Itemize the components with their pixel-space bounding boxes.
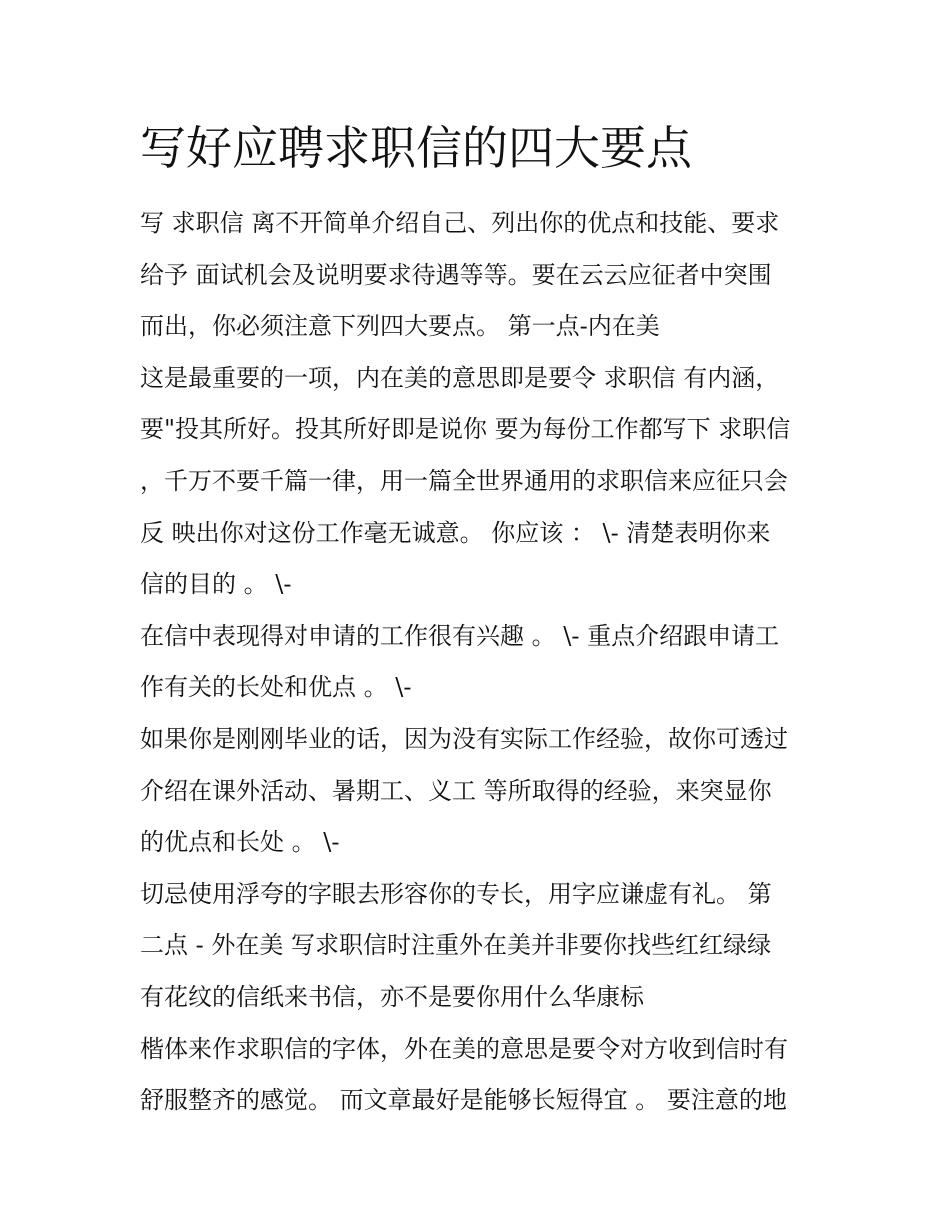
body-line: 给予 面试机会及说明要求待遇等等。要在云云应征者中突围 <box>140 260 772 289</box>
body-line: 介绍在课外活动、暑期工、义工 等所取得的经验，来突显你 <box>140 776 772 805</box>
body-line: ，千万不要千篇一律，用一篇全世界通用的求职信来应征只会 <box>140 466 788 495</box>
document-title: 写好应聘求职信的四大要点 <box>140 121 692 175</box>
body-line: 有花纹的信纸来书信，亦不是要你用什么华康标 <box>140 982 644 1011</box>
body-line: 反 映出你对这份工作毫无诚意。 你应该 ： \- 清楚表明你来 <box>140 518 771 547</box>
body-line: 舒服整齐的感觉。 而文章最好是能够长短得宜 。 要注意的地 <box>140 1086 787 1115</box>
body-line: 这是最重要的一项，内在美的意思即是要令 求职信 有内涵， <box>140 363 780 392</box>
body-line: 的优点和长处 。 \- <box>140 828 340 857</box>
body-line: 楷体来作求职信的字体，外在美的意思是要令对方收到信时有 <box>140 1034 788 1063</box>
body-line: 切忌使用浮夸的字眼去形容你的专长，用字应谦虚有礼。 第 <box>140 879 772 908</box>
body-line: 如果你是刚刚毕业的话，因为没有实际工作经验，故你可透过 <box>140 724 788 753</box>
body-line: 写 求职信 离不开简单介绍自己、列出你的优点和技能、要求 <box>140 209 780 237</box>
body-line: 在信中表现得对申请的工作很有兴趣 。 \- 重点介绍跟申请工 <box>140 621 780 650</box>
body-line: 而出，你必须注意下列四大要点。 第一点-内在美 <box>140 312 660 341</box>
body-line: 信的目的 。 \- <box>140 570 292 599</box>
body-line: 作有关的长处和优点 。 \- <box>140 673 412 702</box>
body-line: 二点 - 外在美 写求职信时注重外在美并非要你找些红红绿绿 <box>140 931 771 960</box>
body-line: 要"投其所好。投其所好即是说你 要为每份工作都写下 求职信 <box>140 415 791 444</box>
document-body <box>140 198 830 1127</box>
